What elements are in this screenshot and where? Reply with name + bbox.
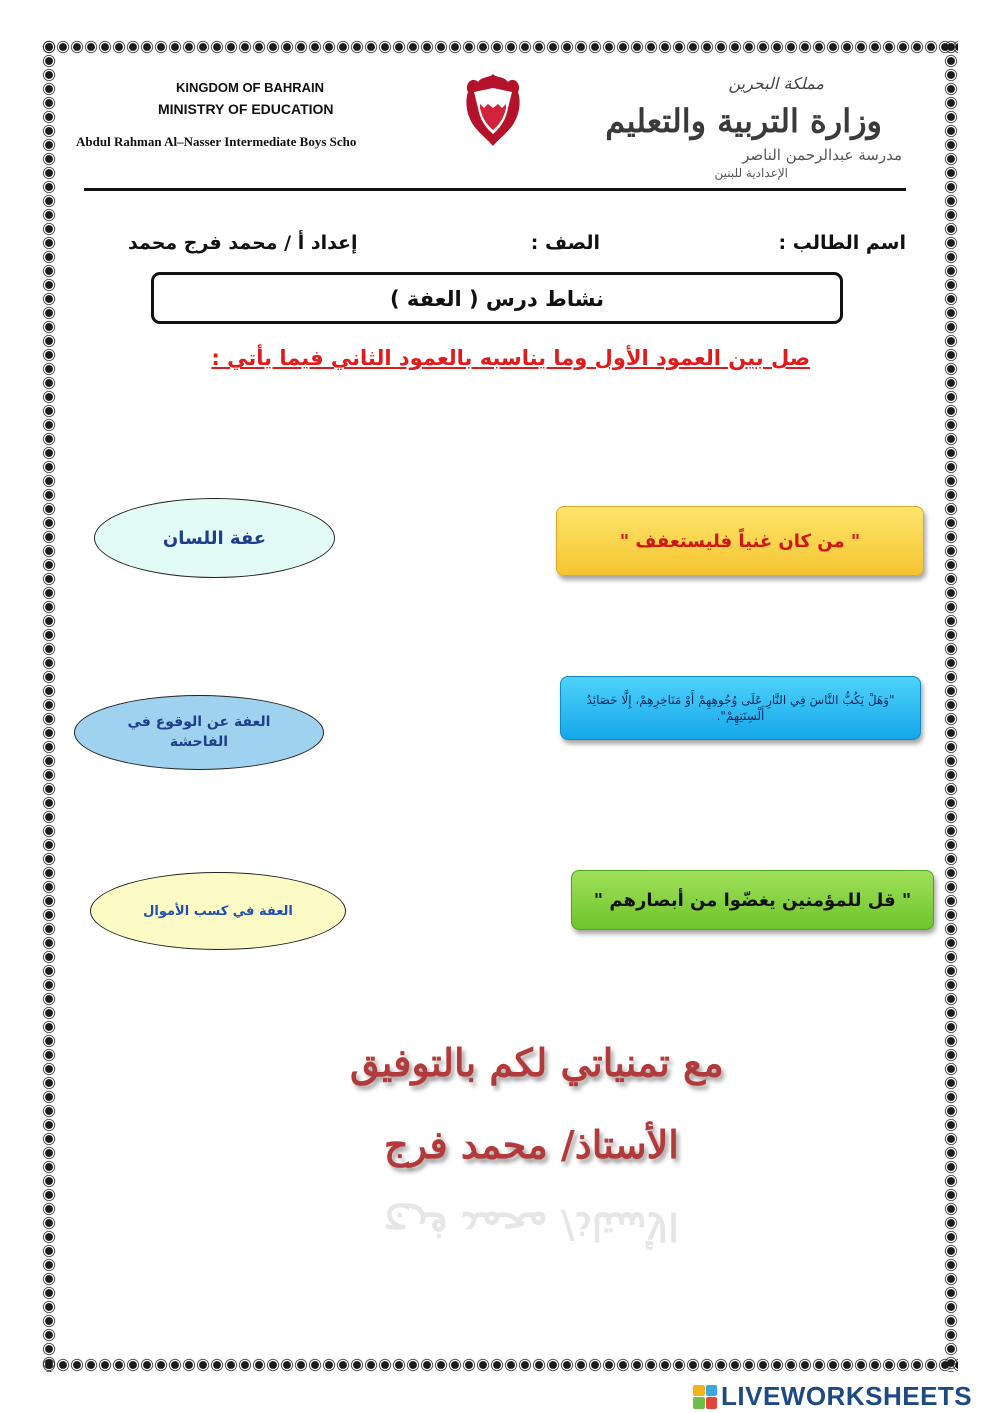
student-name-label: اسم الطالب : xyxy=(778,232,906,254)
school-level-ar: الإعدادية للبنين xyxy=(714,166,788,180)
bahrain-emblem-icon xyxy=(462,74,524,146)
match-target-2-text: العفة عن الوقوع في الفاحشة xyxy=(127,713,271,750)
match-source-1-text: " من كان غنياً فليستعفف " xyxy=(619,530,861,552)
prepared-by-label: إعداد أ / محمد فرج محمد xyxy=(128,232,358,254)
logo-text: LIVEWORKSHEETS xyxy=(721,1381,973,1411)
activity-title: نشاط درس ( العفة ) xyxy=(389,287,605,311)
match-source-3[interactable] xyxy=(571,870,934,930)
border-right xyxy=(944,40,958,1372)
match-source-1[interactable] xyxy=(556,506,924,576)
match-source-2[interactable] xyxy=(560,676,921,740)
school-name-en: Abdul Rahman Al–Nasser Intermediate Boys Scho xyxy=(76,134,357,149)
ministry-title-ar: وزارة التربية والتعليم xyxy=(605,102,882,140)
activity-title-box xyxy=(151,272,843,324)
school-name-ar: مدرسة عبدالرحمن الناصر xyxy=(742,146,902,164)
closing-teacher-reflection: الأستاذ/ محمد فرج xyxy=(384,1204,679,1249)
match-source-3-text: " قل للمؤمنين يغضّوا من أبصارهم " xyxy=(593,889,912,911)
match-target-3-text: العفة في كسب الأموال xyxy=(143,903,293,919)
ministry-title-en: MINISTRY OF EDUCATION xyxy=(158,101,334,117)
header-divider xyxy=(84,188,906,191)
match-target-1-text: عفة اللسان xyxy=(162,527,267,549)
matching-instruction: صل بين العمود الأول وما يناسبه بالعمود الثاني فيما يأتي : xyxy=(211,346,810,370)
match-target-3[interactable] xyxy=(90,872,346,950)
match-target-1[interactable] xyxy=(94,498,335,578)
border-bottom xyxy=(42,1358,958,1372)
liveworksheets-mark-icon xyxy=(693,1385,717,1409)
match-target-2[interactable] xyxy=(74,695,324,770)
border-left xyxy=(42,40,56,1372)
closing-wish: مع تمنياتي لكم بالتوفيق xyxy=(350,1040,724,1085)
closing-teacher: الأستاذ/ محمد فرج xyxy=(384,1122,679,1167)
class-label: الصف : xyxy=(530,232,600,254)
border-top xyxy=(42,40,958,54)
match-source-2-text: "وَهَلْ يَكُبُّ النَّاسَ فِي النَّارِ عَلَى وُجُوهِهِمْ أَوْ مَنَاخِرِهِمْ، إِلَّا حَصَائِدُ أَلْسِنَتِهِمْ". xyxy=(586,692,895,723)
kingdom-title-en: KINGDOM OF BAHRAIN xyxy=(176,80,325,95)
liveworksheets-logo xyxy=(693,1381,972,1412)
kingdom-title-ar: مملكة البحرين xyxy=(728,74,824,93)
